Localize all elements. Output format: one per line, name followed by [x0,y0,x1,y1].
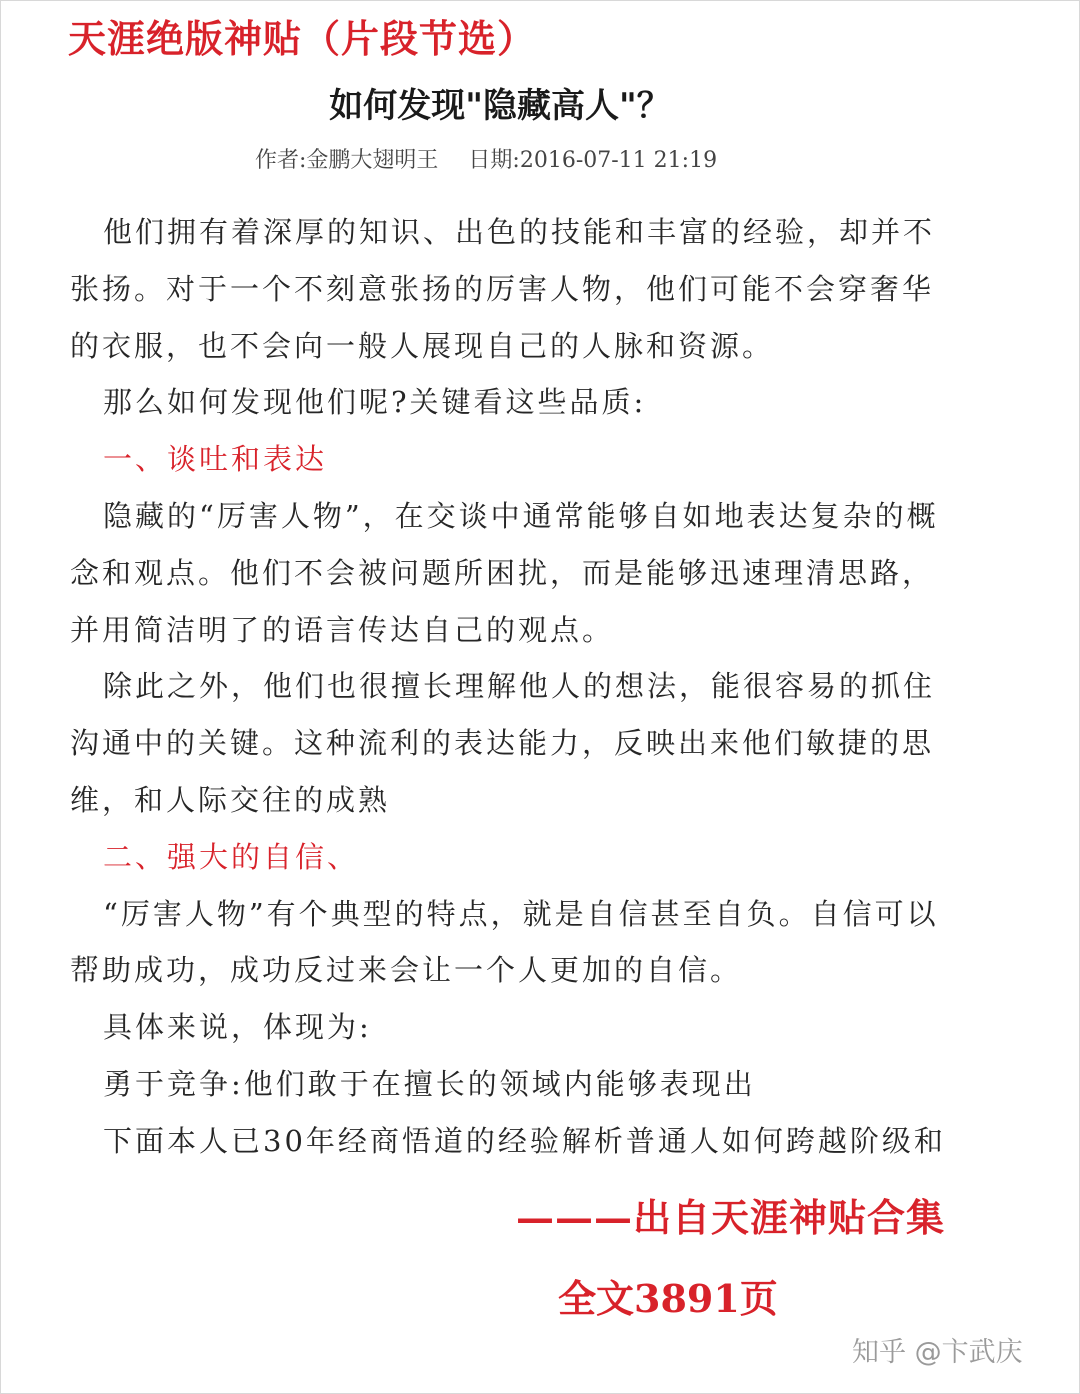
article-title: 如何发现"隐藏高人"？ [329,86,671,126]
page-count: 全文3891页 [558,1276,778,1321]
header-title: 天涯绝版神贴（片段节选） [68,16,537,61]
source-line: ———出自天涯神贴合集 [516,1195,946,1240]
paragraph: 除此之外，他们也很擅长理解他人的想法，能很容易的抓住沟通中的关键。这种流利的表达能力，反映出来他们敏捷的思维，和人际交往的成熟 [70,669,936,817]
date-label: 日期:2016-07-11 21:19 [468,148,718,173]
paragraph: 隐藏的“厉害人物”，在交谈中通常能够自如地表达复杂的概念和观点。他们不会被问题所困扰，而是能够迅速理清思路，并用简洁明了的语言传达自己的观点。 [70,498,939,647]
article-body [70,204,955,1170]
paragraph: 具体来说，体现为: [103,1010,372,1045]
article-meta [255,143,717,174]
section-heading: 一、谈吐和表达 [103,442,328,477]
paragraph: “厉害人物”有个典型的特点，就是自信甚至自负。自信可以帮助成功，成功反过来会让一个人更加的自信。 [70,896,939,988]
watermark: 知乎 @卞武庆 [852,1337,1023,1368]
section-heading: 二、强大的自信、 [103,839,360,874]
paragraph: 他们拥有着深厚的知识、出色的技能和丰富的经验，却并不张扬。对于一个不刻意张扬的厉害人物，他们可能不会穿奢华的衣服，也不会向一般人展现自己的人脉和资源。 [70,215,936,363]
paragraph: 下面本人已30年经商悟道的经验解析普通人如何跨越阶级和 [103,1123,946,1158]
paragraph: 勇于竞争:他们敢于在擅长的领域内能够表现出 [103,1066,756,1101]
paragraph: 那么如何发现他们呢?关键看这些品质: [103,385,647,420]
author-label: 作者:金鹏大翅明王 [255,148,439,173]
